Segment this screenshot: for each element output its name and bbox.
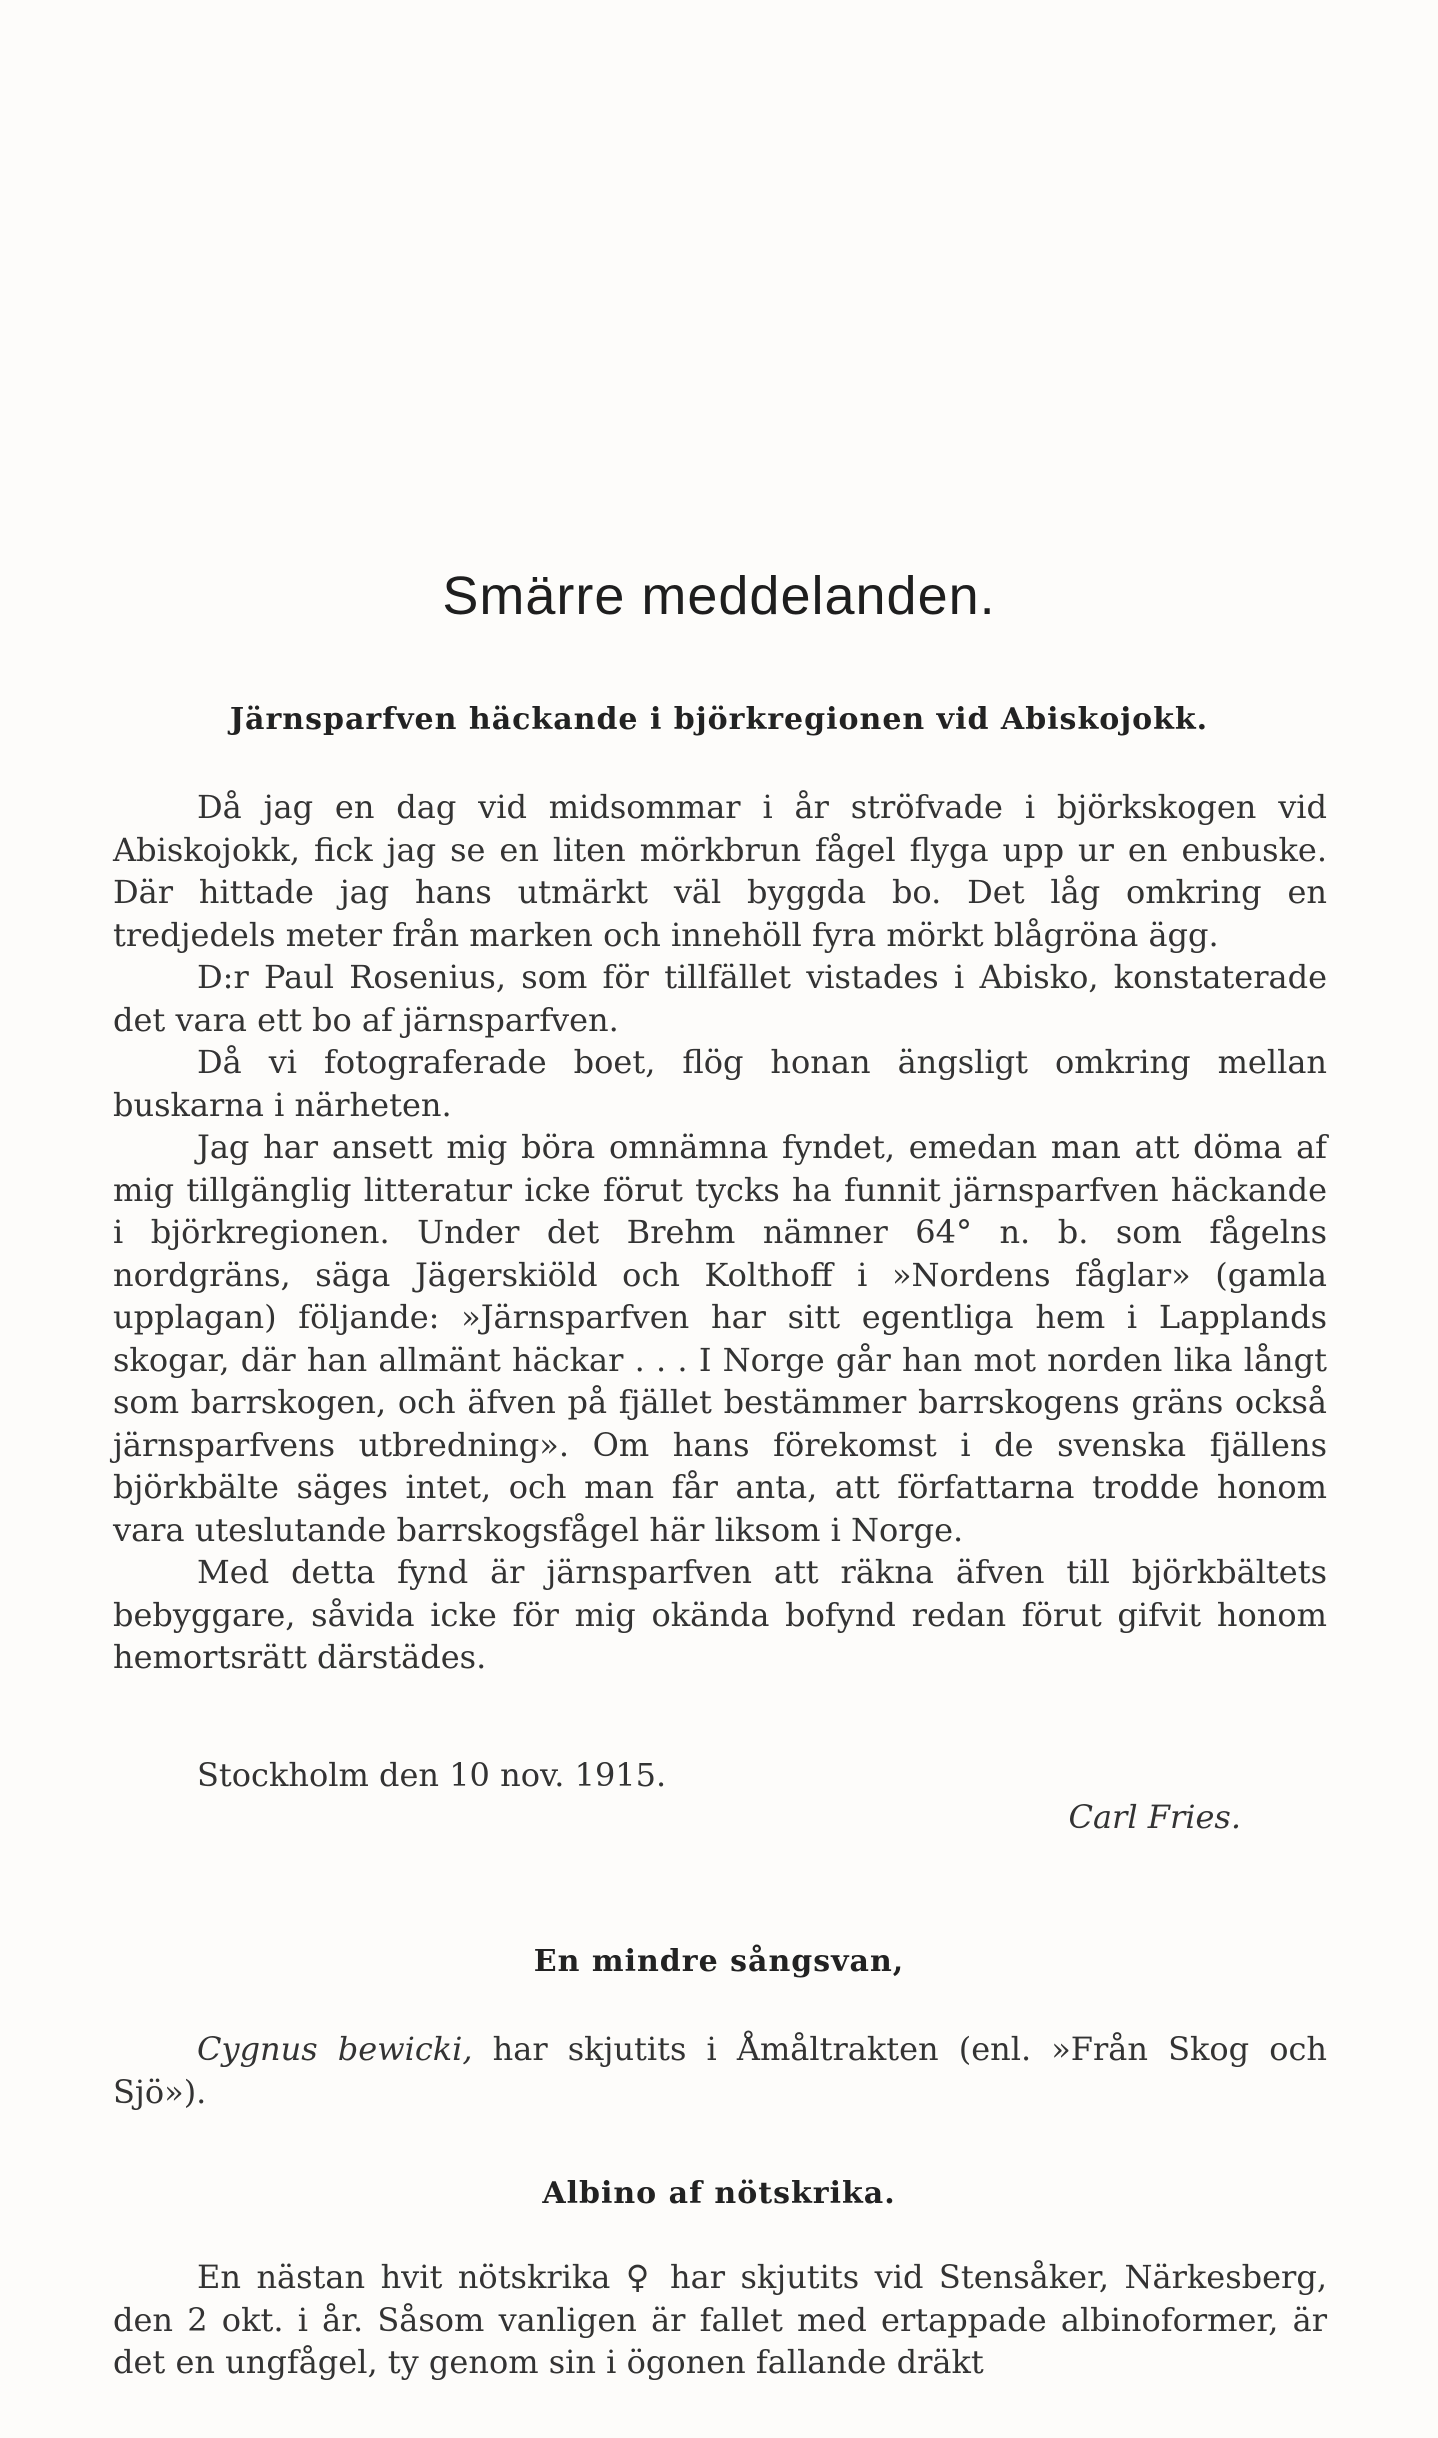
article1-body	[113, 786, 1327, 1679]
article1-heading: Järnsparfven häckande i björkregionen vid Abiskojokk.	[229, 702, 1209, 737]
article3-body	[113, 2256, 1327, 2384]
article2-heading: En mindre sångsvan,	[533, 1944, 905, 1979]
article1-paragraph-3: Då vi fotograferade boet, flög honan ängsligt omkring mellan buskarna i närheten.	[113, 1043, 1327, 1124]
article1-paragraph-1: Då jag en dag vid midsommar i år ströfvade i björkskogen vid Abiskojokk, fick jag se en liten mörkbrun fågel flyga upp ur en enbuske. Där hittade jag hans utmärkt väl byggda bo. Det låg omkring en tredjedels meter från marken och innehöll fyra mörkt blågröna ägg.	[113, 788, 1327, 954]
article3-paragraph: En nästan hvit nötskrika ♀ har skjutits vid Stensåker, Närkesberg, den 2 okt. i år. Såsom vanligen är fallet med ertappade albinoformer, är det en ungfågel, ty genom sin i ögonen fallande dräkt	[113, 2258, 1327, 2381]
article2-body	[113, 2028, 1327, 2113]
article1-signature: Carl Fries.	[1068, 1798, 1241, 1836]
article2-paragraph	[113, 2028, 1327, 2113]
page-title: Smärre meddelanden.	[442, 566, 996, 626]
article1-paragraph-2: D:r Paul Rosenius, som för tillfället vistades i Abisko, konstaterade det vara ett bo af järnsparfven.	[113, 958, 1327, 1039]
article3-heading: Albino af nötskrika.	[542, 2176, 896, 2211]
article2-species-name: Cygnus bewicki,	[197, 2030, 473, 2068]
article2-text: har skjutits i Åmåltrakten (enl. »Från Skog och Sjö»).	[113, 2030, 1328, 2111]
article1-paragraph-5: Med detta fynd är järnsparfven att räkna äfven till björkbältets bebyggare, såvida icke för mig okända bofynd redan förut gifvit honom hemortsrätt därstädes.	[113, 1553, 1327, 1676]
article1-dateline: Stockholm den 10 nov. 1915.	[197, 1756, 667, 1794]
article1-paragraph-4: Jag har ansett mig böra omnämna fyndet, emedan man att döma af mig tillgänglig litteratur icke förut tycks ha funnit järnsparfven häckande i björkregionen. Under det Brehm nämner 64° n. b. som fågelns nordgräns, säga Jägerskiöld och Kolthoff i »Nordens fåglar» (gamla upplagan) följande: »Järnsparfven har sitt egentliga hem i Lapplands skogar, där han allmänt häckar . . . I Norge går han mot norden lika långt som barrskogen, och äfven på fjället bestämmer barrskogens gräns också järnsparfvens utbredning». Om hans förekomst i de svenska fjällens björkbälte säges intet, och man får anta, att författarna trodde honom vara uteslutande barrskogsfågel här liksom i Norge.	[113, 1128, 1327, 1549]
